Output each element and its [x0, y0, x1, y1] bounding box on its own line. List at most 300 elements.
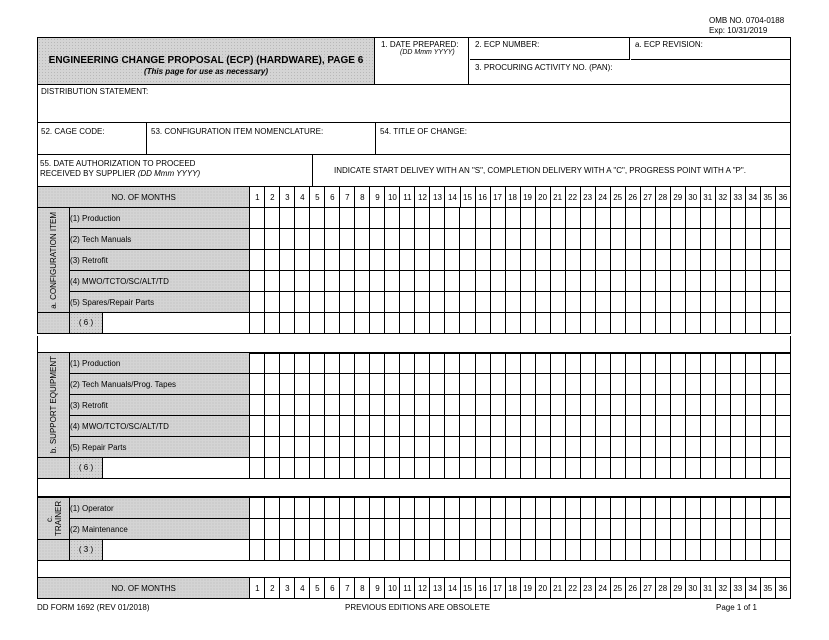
schedule-cell[interactable]: [490, 395, 505, 416]
schedule-cell[interactable]: [505, 458, 520, 479]
schedule-cell[interactable]: [550, 313, 565, 334]
schedule-cell[interactable]: [775, 229, 790, 250]
schedule-cell[interactable]: [715, 374, 730, 395]
schedule-cell[interactable]: [445, 292, 460, 313]
schedule-cell[interactable]: [340, 353, 355, 374]
schedule-cell[interactable]: [685, 208, 700, 229]
schedule-cell[interactable]: [745, 250, 760, 271]
schedule-cell[interactable]: [685, 395, 700, 416]
schedule-cell[interactable]: [460, 498, 475, 519]
schedule-cell[interactable]: [715, 519, 730, 540]
schedule-cell[interactable]: [295, 540, 310, 561]
schedule-cell[interactable]: [385, 374, 400, 395]
schedule-cell[interactable]: [250, 353, 265, 374]
schedule-cell[interactable]: [760, 250, 775, 271]
schedule-cell[interactable]: [355, 229, 370, 250]
schedule-cell[interactable]: [340, 208, 355, 229]
schedule-cell[interactable]: [505, 353, 520, 374]
schedule-cell[interactable]: [655, 292, 670, 313]
schedule-cell[interactable]: [430, 395, 445, 416]
schedule-cell[interactable]: [475, 374, 490, 395]
schedule-cell[interactable]: [310, 353, 325, 374]
schedule-cell[interactable]: [535, 208, 550, 229]
schedule-cell[interactable]: [640, 313, 655, 334]
schedule-cell[interactable]: [565, 498, 580, 519]
schedule-cell[interactable]: [385, 313, 400, 334]
schedule-cell[interactable]: [325, 229, 340, 250]
schedule-cell[interactable]: [730, 498, 745, 519]
schedule-cell[interactable]: [610, 353, 625, 374]
schedule-cell[interactable]: [625, 271, 640, 292]
schedule-cell[interactable]: [640, 395, 655, 416]
schedule-cell[interactable]: [475, 540, 490, 561]
schedule-cell[interactable]: [685, 250, 700, 271]
schedule-cell[interactable]: [505, 519, 520, 540]
schedule-cell[interactable]: [400, 250, 415, 271]
schedule-cell[interactable]: [340, 292, 355, 313]
schedule-cell[interactable]: [475, 353, 490, 374]
schedule-cell[interactable]: [565, 395, 580, 416]
schedule-cell[interactable]: [250, 540, 265, 561]
schedule-cell[interactable]: [430, 292, 445, 313]
schedule-cell[interactable]: [370, 458, 385, 479]
schedule-cell[interactable]: [700, 292, 715, 313]
schedule-cell[interactable]: [280, 292, 295, 313]
schedule-cell[interactable]: [475, 292, 490, 313]
schedule-cell[interactable]: [580, 540, 595, 561]
schedule-cell[interactable]: [715, 313, 730, 334]
schedule-cell[interactable]: [685, 498, 700, 519]
schedule-cell[interactable]: [550, 229, 565, 250]
schedule-cell[interactable]: [685, 353, 700, 374]
schedule-cell[interactable]: [640, 498, 655, 519]
schedule-cell[interactable]: [505, 229, 520, 250]
schedule-cell[interactable]: [610, 458, 625, 479]
schedule-cell[interactable]: [265, 374, 280, 395]
schedule-cell[interactable]: [520, 437, 535, 458]
schedule-cell[interactable]: [655, 229, 670, 250]
schedule-cell[interactable]: [580, 458, 595, 479]
schedule-cell[interactable]: [670, 229, 685, 250]
schedule-cell[interactable]: [250, 208, 265, 229]
schedule-cell[interactable]: [640, 437, 655, 458]
schedule-cell[interactable]: [325, 416, 340, 437]
schedule-cell[interactable]: [265, 229, 280, 250]
schedule-cell[interactable]: [730, 250, 745, 271]
schedule-cell[interactable]: [580, 437, 595, 458]
schedule-cell[interactable]: [775, 271, 790, 292]
schedule-cell[interactable]: [310, 498, 325, 519]
schedule-cell[interactable]: [745, 292, 760, 313]
schedule-cell[interactable]: [475, 458, 490, 479]
schedule-cell[interactable]: [325, 250, 340, 271]
schedule-cell[interactable]: [715, 498, 730, 519]
schedule-cell[interactable]: [430, 540, 445, 561]
schedule-cell[interactable]: [475, 437, 490, 458]
schedule-cell[interactable]: [370, 374, 385, 395]
schedule-cell[interactable]: [745, 229, 760, 250]
schedule-cell[interactable]: [445, 519, 460, 540]
schedule-cell[interactable]: [490, 353, 505, 374]
schedule-cell[interactable]: [355, 540, 370, 561]
schedule-cell[interactable]: [310, 458, 325, 479]
schedule-cell[interactable]: [760, 395, 775, 416]
schedule-cell[interactable]: [385, 208, 400, 229]
schedule-cell[interactable]: [370, 353, 385, 374]
schedule-cell[interactable]: [775, 208, 790, 229]
schedule-cell[interactable]: [400, 271, 415, 292]
schedule-cell[interactable]: [700, 498, 715, 519]
schedule-cell[interactable]: [700, 416, 715, 437]
schedule-cell[interactable]: [745, 458, 760, 479]
schedule-cell[interactable]: [775, 395, 790, 416]
schedule-cell[interactable]: [415, 519, 430, 540]
schedule-cell[interactable]: [670, 458, 685, 479]
schedule-cell[interactable]: [415, 229, 430, 250]
schedule-cell[interactable]: [400, 437, 415, 458]
schedule-cell[interactable]: [295, 374, 310, 395]
schedule-cell[interactable]: [715, 540, 730, 561]
schedule-cell[interactable]: [595, 313, 610, 334]
schedule-cell[interactable]: [595, 458, 610, 479]
schedule-cell[interactable]: [430, 437, 445, 458]
schedule-cell[interactable]: [370, 437, 385, 458]
schedule-cell[interactable]: [610, 292, 625, 313]
schedule-cell[interactable]: [355, 313, 370, 334]
schedule-cell[interactable]: [625, 229, 640, 250]
schedule-cell[interactable]: [610, 498, 625, 519]
schedule-cell[interactable]: [400, 374, 415, 395]
schedule-cell[interactable]: [370, 229, 385, 250]
schedule-cell[interactable]: [505, 416, 520, 437]
schedule-cell[interactable]: [310, 292, 325, 313]
schedule-cell[interactable]: [565, 271, 580, 292]
schedule-cell[interactable]: [760, 437, 775, 458]
schedule-cell[interactable]: [640, 208, 655, 229]
schedule-cell[interactable]: [475, 519, 490, 540]
schedule-cell[interactable]: [460, 292, 475, 313]
schedule-cell[interactable]: [685, 437, 700, 458]
schedule-cell[interactable]: [535, 229, 550, 250]
schedule-cell[interactable]: [355, 250, 370, 271]
schedule-cell[interactable]: [595, 271, 610, 292]
schedule-cell[interactable]: [775, 540, 790, 561]
schedule-cell[interactable]: [565, 292, 580, 313]
schedule-cell[interactable]: [775, 416, 790, 437]
schedule-cell[interactable]: [655, 395, 670, 416]
schedule-cell[interactable]: [460, 208, 475, 229]
schedule-cell[interactable]: [670, 416, 685, 437]
schedule-cell[interactable]: [310, 208, 325, 229]
schedule-cell[interactable]: [625, 519, 640, 540]
schedule-cell[interactable]: [460, 353, 475, 374]
schedule-cell[interactable]: [415, 540, 430, 561]
schedule-cell[interactable]: [325, 374, 340, 395]
schedule-cell[interactable]: [550, 416, 565, 437]
schedule-cell[interactable]: [445, 540, 460, 561]
schedule-cell[interactable]: [520, 208, 535, 229]
schedule-cell[interactable]: [715, 292, 730, 313]
schedule-cell[interactable]: [280, 374, 295, 395]
schedule-cell[interactable]: [355, 437, 370, 458]
schedule-cell[interactable]: [700, 208, 715, 229]
schedule-cell[interactable]: [580, 313, 595, 334]
schedule-cell[interactable]: [760, 353, 775, 374]
schedule-cell[interactable]: [760, 498, 775, 519]
procuring-activity-field[interactable]: [470, 61, 790, 84]
schedule-cell[interactable]: [655, 416, 670, 437]
schedule-cell[interactable]: [340, 395, 355, 416]
schedule-cell[interactable]: [325, 395, 340, 416]
schedule-cell[interactable]: [775, 519, 790, 540]
schedule-cell[interactable]: [730, 292, 745, 313]
schedule-cell[interactable]: [565, 540, 580, 561]
schedule-cell[interactable]: [715, 353, 730, 374]
schedule-cell[interactable]: [250, 229, 265, 250]
schedule-cell[interactable]: [715, 229, 730, 250]
ecp-number-field[interactable]: [470, 38, 630, 60]
schedule-cell[interactable]: [655, 374, 670, 395]
schedule-cell[interactable]: [280, 416, 295, 437]
schedule-cell[interactable]: [730, 208, 745, 229]
schedule-cell[interactable]: [340, 437, 355, 458]
trainer-extra-label-cell[interactable]: [70, 540, 250, 561]
schedule-cell[interactable]: [310, 395, 325, 416]
schedule-cell[interactable]: [310, 519, 325, 540]
schedule-cell[interactable]: [760, 374, 775, 395]
schedule-cell[interactable]: [265, 498, 280, 519]
schedule-cell[interactable]: [610, 374, 625, 395]
schedule-cell[interactable]: [460, 540, 475, 561]
schedule-cell[interactable]: [700, 271, 715, 292]
schedule-cell[interactable]: [250, 416, 265, 437]
schedule-cell[interactable]: [340, 540, 355, 561]
schedule-cell[interactable]: [295, 395, 310, 416]
schedule-cell[interactable]: [520, 374, 535, 395]
schedule-cell[interactable]: [325, 437, 340, 458]
schedule-cell[interactable]: [415, 437, 430, 458]
schedule-cell[interactable]: [745, 540, 760, 561]
schedule-cell[interactable]: [430, 416, 445, 437]
schedule-cell[interactable]: [580, 229, 595, 250]
schedule-cell[interactable]: [535, 271, 550, 292]
schedule-cell[interactable]: [325, 292, 340, 313]
schedule-cell[interactable]: [520, 313, 535, 334]
schedule-cell[interactable]: [730, 229, 745, 250]
schedule-cell[interactable]: [415, 498, 430, 519]
schedule-cell[interactable]: [655, 519, 670, 540]
schedule-cell[interactable]: [385, 416, 400, 437]
schedule-cell[interactable]: [385, 498, 400, 519]
schedule-cell[interactable]: [760, 519, 775, 540]
schedule-cell[interactable]: [295, 292, 310, 313]
schedule-cell[interactable]: [745, 437, 760, 458]
schedule-cell[interactable]: [310, 313, 325, 334]
schedule-cell[interactable]: [595, 416, 610, 437]
schedule-cell[interactable]: [595, 229, 610, 250]
schedule-cell[interactable]: [685, 540, 700, 561]
schedule-cell[interactable]: [490, 519, 505, 540]
schedule-cell[interactable]: [280, 540, 295, 561]
schedule-cell[interactable]: [325, 208, 340, 229]
schedule-cell[interactable]: [415, 458, 430, 479]
schedule-cell[interactable]: [535, 395, 550, 416]
schedule-cell[interactable]: [430, 208, 445, 229]
schedule-cell[interactable]: [745, 271, 760, 292]
schedule-cell[interactable]: [700, 229, 715, 250]
schedule-cell[interactable]: [445, 458, 460, 479]
schedule-cell[interactable]: [355, 271, 370, 292]
schedule-cell[interactable]: [385, 395, 400, 416]
schedule-cell[interactable]: [610, 271, 625, 292]
schedule-cell[interactable]: [475, 271, 490, 292]
schedule-cell[interactable]: [430, 519, 445, 540]
schedule-cell[interactable]: [745, 313, 760, 334]
schedule-cell[interactable]: [370, 498, 385, 519]
schedule-cell[interactable]: [325, 353, 340, 374]
schedule-cell[interactable]: [625, 353, 640, 374]
schedule-cell[interactable]: [745, 519, 760, 540]
schedule-cell[interactable]: [565, 437, 580, 458]
schedule-cell[interactable]: [700, 437, 715, 458]
schedule-cell[interactable]: [250, 271, 265, 292]
schedule-cell[interactable]: [460, 458, 475, 479]
schedule-cell[interactable]: [415, 292, 430, 313]
schedule-cell[interactable]: [355, 353, 370, 374]
schedule-cell[interactable]: [295, 519, 310, 540]
schedule-cell[interactable]: [445, 416, 460, 437]
schedule-cell[interactable]: [565, 353, 580, 374]
schedule-cell[interactable]: [445, 353, 460, 374]
schedule-cell[interactable]: [475, 498, 490, 519]
schedule-cell[interactable]: [670, 395, 685, 416]
schedule-cell[interactable]: [295, 437, 310, 458]
schedule-cell[interactable]: [550, 540, 565, 561]
schedule-cell[interactable]: [715, 458, 730, 479]
schedule-cell[interactable]: [490, 437, 505, 458]
schedule-cell[interactable]: [565, 416, 580, 437]
schedule-cell[interactable]: [490, 271, 505, 292]
schedule-cell[interactable]: [610, 519, 625, 540]
schedule-cell[interactable]: [370, 292, 385, 313]
schedule-cell[interactable]: [340, 271, 355, 292]
schedule-cell[interactable]: [685, 292, 700, 313]
schedule-cell[interactable]: [340, 458, 355, 479]
schedule-cell[interactable]: [685, 416, 700, 437]
schedule-cell[interactable]: [685, 229, 700, 250]
schedule-cell[interactable]: [730, 416, 745, 437]
title-of-change-field[interactable]: [377, 123, 790, 154]
schedule-cell[interactable]: [775, 498, 790, 519]
schedule-cell[interactable]: [535, 437, 550, 458]
schedule-cell[interactable]: [490, 498, 505, 519]
schedule-cell[interactable]: [415, 208, 430, 229]
schedule-cell[interactable]: [475, 416, 490, 437]
schedule-cell[interactable]: [670, 540, 685, 561]
schedule-cell[interactable]: [505, 540, 520, 561]
schedule-cell[interactable]: [265, 271, 280, 292]
schedule-cell[interactable]: [760, 416, 775, 437]
schedule-cell[interactable]: [595, 498, 610, 519]
schedule-cell[interactable]: [565, 229, 580, 250]
schedule-cell[interactable]: [535, 519, 550, 540]
schedule-cell[interactable]: [745, 416, 760, 437]
schedule-cell[interactable]: [355, 416, 370, 437]
schedule-cell[interactable]: [775, 313, 790, 334]
schedule-cell[interactable]: [640, 271, 655, 292]
schedule-cell[interactable]: [250, 519, 265, 540]
schedule-cell[interactable]: [640, 416, 655, 437]
schedule-cell[interactable]: [520, 458, 535, 479]
schedule-cell[interactable]: [610, 437, 625, 458]
schedule-cell[interactable]: [745, 353, 760, 374]
schedule-cell[interactable]: [670, 519, 685, 540]
schedule-cell[interactable]: [370, 208, 385, 229]
schedule-cell[interactable]: [280, 353, 295, 374]
ecp-revision-field[interactable]: [631, 38, 790, 60]
schedule-cell[interactable]: [535, 313, 550, 334]
schedule-cell[interactable]: [250, 374, 265, 395]
schedule-cell[interactable]: [430, 250, 445, 271]
schedule-cell[interactable]: [430, 271, 445, 292]
schedule-cell[interactable]: [430, 313, 445, 334]
schedule-cell[interactable]: [670, 271, 685, 292]
schedule-cell[interactable]: [565, 458, 580, 479]
schedule-cell[interactable]: [340, 498, 355, 519]
schedule-cell[interactable]: [670, 353, 685, 374]
schedule-cell[interactable]: [325, 313, 340, 334]
schedule-cell[interactable]: [265, 395, 280, 416]
schedule-cell[interactable]: [280, 395, 295, 416]
schedule-cell[interactable]: [385, 353, 400, 374]
schedule-cell[interactable]: [445, 208, 460, 229]
schedule-cell[interactable]: [325, 519, 340, 540]
schedule-cell[interactable]: [505, 498, 520, 519]
schedule-cell[interactable]: [460, 271, 475, 292]
schedule-cell[interactable]: [400, 416, 415, 437]
schedule-cell[interactable]: [715, 250, 730, 271]
schedule-cell[interactable]: [580, 519, 595, 540]
schedule-cell[interactable]: [490, 416, 505, 437]
schedule-cell[interactable]: [670, 498, 685, 519]
schedule-cell[interactable]: [490, 208, 505, 229]
schedule-cell[interactable]: [475, 313, 490, 334]
schedule-cell[interactable]: [265, 437, 280, 458]
schedule-cell[interactable]: [505, 208, 520, 229]
schedule-cell[interactable]: [400, 292, 415, 313]
schedule-cell[interactable]: [340, 313, 355, 334]
schedule-cell[interactable]: [385, 250, 400, 271]
schedule-cell[interactable]: [760, 458, 775, 479]
schedule-cell[interactable]: [535, 540, 550, 561]
schedule-cell[interactable]: [475, 250, 490, 271]
schedule-cell[interactable]: [445, 229, 460, 250]
support-equipment-extra-label-cell[interactable]: [70, 458, 250, 479]
schedule-cell[interactable]: [370, 313, 385, 334]
schedule-cell[interactable]: [730, 395, 745, 416]
schedule-cell[interactable]: [640, 250, 655, 271]
schedule-cell[interactable]: [625, 416, 640, 437]
schedule-cell[interactable]: [715, 437, 730, 458]
schedule-cell[interactable]: [385, 271, 400, 292]
schedule-cell[interactable]: [595, 519, 610, 540]
schedule-cell[interactable]: [775, 292, 790, 313]
schedule-cell[interactable]: [550, 519, 565, 540]
schedule-cell[interactable]: [580, 250, 595, 271]
schedule-cell[interactable]: [415, 313, 430, 334]
schedule-cell[interactable]: [295, 353, 310, 374]
schedule-cell[interactable]: [505, 292, 520, 313]
